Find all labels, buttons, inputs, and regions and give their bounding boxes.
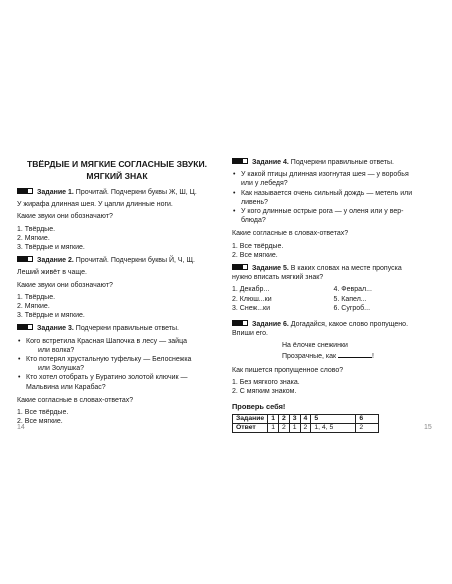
task-5-words — [232, 285, 435, 316]
bullet-line: Кого встретила Красная Шапочка в лесу — зайца — [26, 337, 187, 345]
task-4-label: Задание 4. — [252, 159, 289, 166]
task-1-options — [17, 225, 217, 253]
bullet-line: Кто хотел отобрать у Буратино золотой ключик — — [26, 374, 188, 382]
option: 3. Твёрдые и мягкие. — [17, 312, 85, 320]
table-cell: Ответ — [233, 424, 268, 433]
task-1-text: У жирафа длинная шея. У цапли длинные ноги. — [17, 201, 173, 209]
option: 6. Сугроб... — [333, 304, 371, 312]
task-4-questions — [232, 170, 435, 225]
option: 5. Капел... — [333, 295, 367, 303]
table-cell: 2 — [300, 424, 311, 433]
task-3-instruction: Подчеркни правильные ответы. — [75, 325, 179, 333]
task-5-heading — [232, 264, 435, 282]
list-item: • Как называется очень сильный дождь — метель или ливень? — [233, 189, 413, 206]
table-cell: 1, 4, 5 — [311, 424, 356, 433]
poem-line-1: На ёлочке снежинки — [282, 342, 348, 350]
option: 3. Снеж...ки — [232, 304, 271, 312]
task-6-question: Как пишется пропущенное слово? — [232, 366, 344, 374]
task-marker-icon — [17, 324, 34, 330]
option: 2. Все мягкие. — [232, 251, 278, 259]
page-number-left: 14 — [17, 424, 25, 431]
task-marker-icon — [17, 188, 34, 194]
option: 2. Мягкие. — [17, 303, 50, 311]
task-6-instruction: Догадайся, какое слово пропущено. — [290, 321, 409, 329]
poem-punct: ! — [372, 353, 374, 361]
task-5-instruction: В каких словах на месте пропуска — [290, 265, 402, 273]
task-1-label: Задание 1. — [37, 189, 74, 196]
task-4-question: Какие согласные в словах-ответах? — [232, 230, 349, 238]
option: 1. Без мягкого знака. — [232, 378, 300, 386]
table-cell: 1 — [268, 415, 279, 424]
task-3-options — [17, 408, 217, 426]
task-marker-icon — [17, 256, 34, 262]
option: 3. Твёрдые и мягкие. — [17, 244, 85, 252]
table-cell: 2 — [278, 424, 289, 433]
option: 1. Твёрдые. — [17, 293, 56, 301]
list-item: • Кто потерял хрустальную туфельку — Белоснежка или Золушка? — [18, 356, 192, 373]
task-2-question: Какие звуки они обозначают? — [17, 281, 113, 289]
table-cell: Задание — [233, 415, 268, 424]
task-1 — [17, 188, 217, 252]
bullet-line: ливень? — [241, 198, 268, 206]
task-marker-icon — [232, 158, 249, 164]
table-cell: 6 — [356, 415, 379, 424]
bullet-line: У какой птицы длинная изогнутая шея — у воробья — [241, 171, 409, 179]
bullet-line: Мальвина или Карабас? — [26, 383, 106, 391]
option: 4. Феврал... — [333, 286, 372, 294]
poem — [282, 341, 435, 361]
table-cell: 5 — [311, 415, 356, 424]
option: 2. Все мягкие. — [17, 418, 63, 426]
table-cell: 1 — [289, 424, 300, 433]
answer-blank[interactable] — [338, 351, 374, 361]
bullet-line: или Золушка? — [38, 365, 85, 373]
task-3-heading — [17, 324, 217, 333]
option: 2. С мягким знаком. — [232, 388, 297, 396]
task-2-label: Задание 2. — [37, 257, 74, 265]
poem-line-2 — [282, 351, 435, 362]
task-6 — [232, 320, 435, 396]
poem-text: Прозрачные, как — [282, 353, 337, 361]
list-item: • Кто хотел отобрать у Буратино золотой ключик — Мальвина или Карабас? — [18, 374, 188, 391]
option: 1. Твёрдые. — [17, 225, 56, 233]
table-cell: 2 — [278, 415, 289, 424]
task-4-options — [232, 242, 435, 260]
list-item: • У какой птицы длинная изогнутая шея — у воробья или у лебедя? — [233, 171, 409, 188]
task-marker-icon — [232, 264, 249, 270]
task-5-instruction-cont: нужно вписать мягкий знак? — [232, 274, 324, 282]
left-page — [17, 158, 217, 429]
list-item: • Кого встретила Красная Шапочка в лесу — зайца или волка? — [18, 337, 187, 354]
task-2-instruction: Прочитай. Подчеркни буквы Й, Ч, Щ. — [75, 257, 195, 265]
check-yourself-title: Проверь себя! — [232, 402, 286, 412]
task-6-heading — [232, 320, 435, 338]
table-cell: 1 — [268, 424, 279, 433]
task-1-instruction: Прочитай. Подчеркни буквы Ж, Ш, Ц. — [75, 189, 197, 196]
task-5-label: Задание 5. — [252, 265, 289, 273]
task-5-col-2 — [334, 285, 436, 313]
task-3-label: Задание 3. — [37, 325, 74, 333]
table-row — [233, 415, 379, 424]
option: 1. Все твёрдые. — [17, 409, 69, 417]
bullet-line: или волка? — [38, 346, 75, 354]
answer-table — [232, 414, 379, 433]
title-line-1: ТВЁРДЫЕ И МЯГКИЕ СОГЛАСНЫЕ ЗВУКИ. — [26, 159, 208, 169]
task-3-question: Какие согласные в словах-ответах? — [17, 396, 134, 404]
bullet-line: Кто потерял хрустальную туфельку — Белоснежка — [26, 356, 192, 364]
list-item: • У кого длинные острые рога — у оленя или у вер- блюда? — [233, 208, 404, 225]
option: 1. Все твёрдые. — [232, 242, 284, 250]
task-2-text: Леший живёт в чаще. — [17, 269, 87, 277]
task-2 — [17, 256, 217, 320]
task-marker-icon — [232, 320, 249, 326]
task-2-heading — [17, 256, 217, 265]
section-title — [17, 158, 217, 182]
option: 2. Клюш...ки — [232, 295, 272, 303]
right-page — [232, 158, 435, 433]
task-5 — [232, 264, 435, 316]
option: 2. Мягкие. — [17, 234, 50, 242]
table-cell: 3 — [289, 415, 300, 424]
task-3 — [17, 324, 217, 426]
bullet-line: У кого длинные острые рога — у оленя или у вер- — [241, 208, 404, 216]
task-4-instruction: Подчеркни правильные ответы. — [290, 159, 394, 166]
task-5-col-1 — [232, 285, 334, 313]
task-1-heading — [17, 188, 217, 197]
bullet-line: блюда? — [241, 217, 266, 225]
page-number-right: 15 — [424, 424, 432, 431]
task-6-options — [232, 378, 435, 396]
table-cell: 2 — [356, 424, 379, 433]
bullet-line: или у лебедя? — [241, 180, 288, 188]
task-2-options — [17, 293, 217, 321]
task-1-question: Какие звуки они обозначают? — [17, 213, 113, 221]
task-6-instruction-cont: Впиши его. — [232, 330, 268, 338]
task-3-questions — [17, 337, 217, 392]
bullet-line: Как называется очень сильный дождь — метель или — [241, 189, 413, 197]
table-cell: 4 — [300, 415, 311, 424]
task-6-label: Задание 6. — [252, 321, 289, 329]
title-line-2: МЯГКИЙ ЗНАК — [86, 171, 148, 181]
task-4-heading — [232, 158, 435, 167]
task-4 — [232, 158, 435, 260]
option: 1. Декабр... — [232, 286, 270, 294]
table-row — [233, 424, 379, 433]
